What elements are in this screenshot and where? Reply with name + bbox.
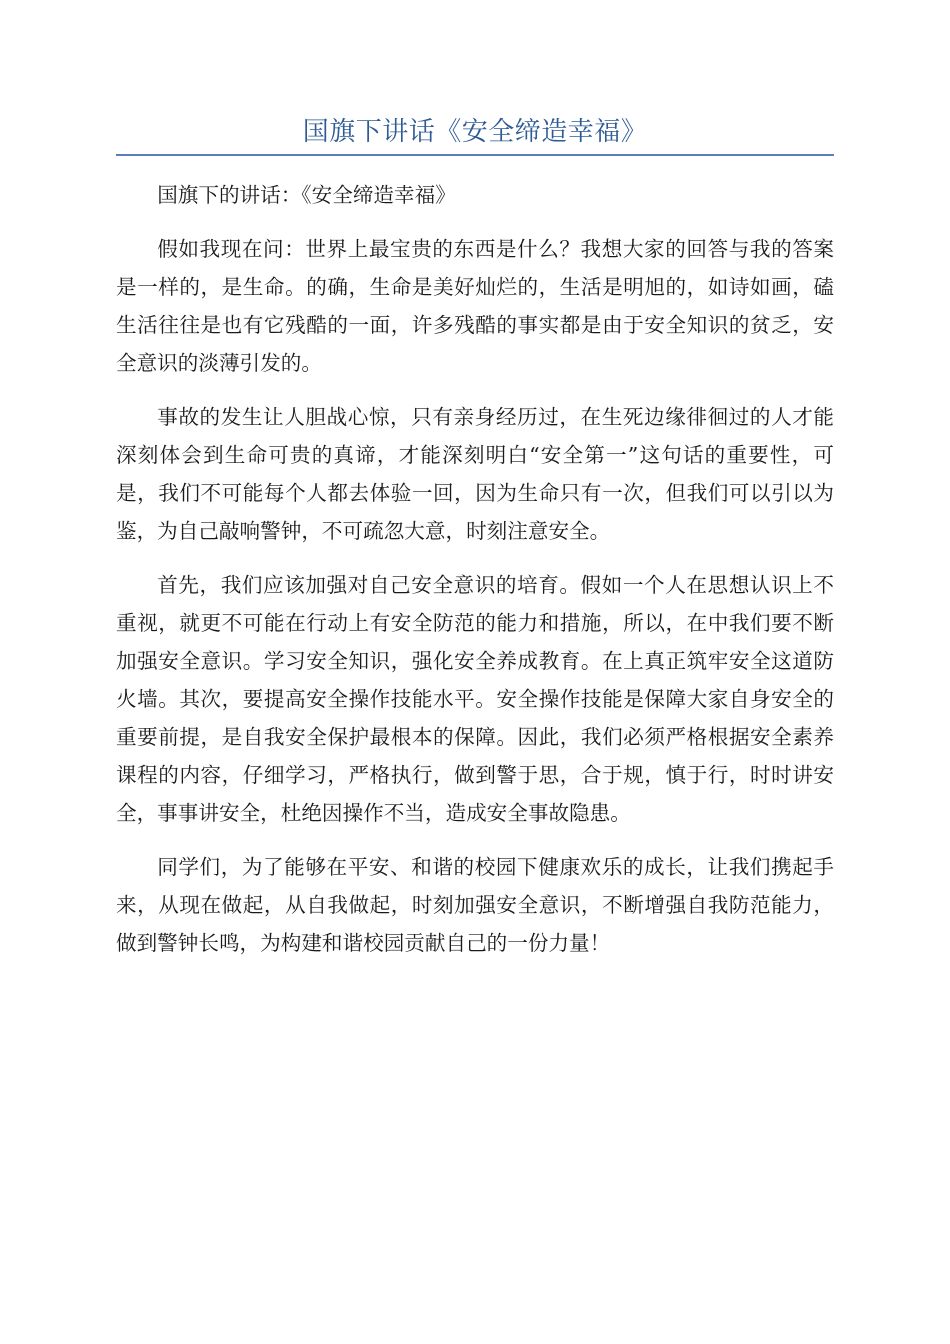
paragraph-1: 假如我现在问：世界上最宝贵的东西是什么？我想大家的回答与我的答案是一样的，是生命。的确，生命是美好灿烂的，生活是明旭的，如诗如画，磕生活往往是也有它残酷的一面，许多残酷的事实都是由于安全知识的贫乏，安全意识的淡薄引发的。 — [116, 237, 834, 375]
document-body — [116, 176, 834, 978]
document-title: 国旗下讲话《安全缔造幸福》 — [302, 117, 648, 147]
paragraph-2: 事故的发生让人胆战心惊，只有亲身经历过，在生死边缘徘徊过的人才能深刻体会到生命可贵的真谛，才能深刻明白“安全第一”这句话的重要性，可是，我们不可能每个人都去体验一回，因为生命只有一次，但我们可以引以为鉴，为自己敲响警钟，不可疏忽大意，时刻注意安全。 — [116, 405, 834, 543]
title-underline-divider — [116, 154, 834, 156]
paragraph-3: 首先，我们应该加强对自己安全意识的培育。假如一个人在思想认识上不重视，就更不可能在行动上有安全防范的能力和措施，所以，在中我们要不断加强安全意识。学习安全知识，强化安全养成教育。在上真正筑牢安全这道防火墙。其次，要提高安全操作技能水平。安全操作技能是保障大家自身安全的重要前提，是自我安全保护最根本的保障。因此，我们必须严格根据安全素养课程的内容，仔细学习，严格执行，做到警于思，合于规，慎于行，时时讲安全，事事讲安全，杜绝因操作不当，造成安全事故隐患。 — [116, 573, 834, 825]
paragraph-4: 同学们，为了能够在平安、和谐的校园下健康欢乐的成长，让我们携起手来，从现在做起，从自我做起，时刻加强安全意识，不断增强自我防范能力，做到警钟长鸣，为构建和谐校园贡献自己的一份力量！ — [116, 855, 834, 955]
paragraph-subtitle: 国旗下的讲话：《安全缔造幸福》 — [157, 183, 456, 207]
